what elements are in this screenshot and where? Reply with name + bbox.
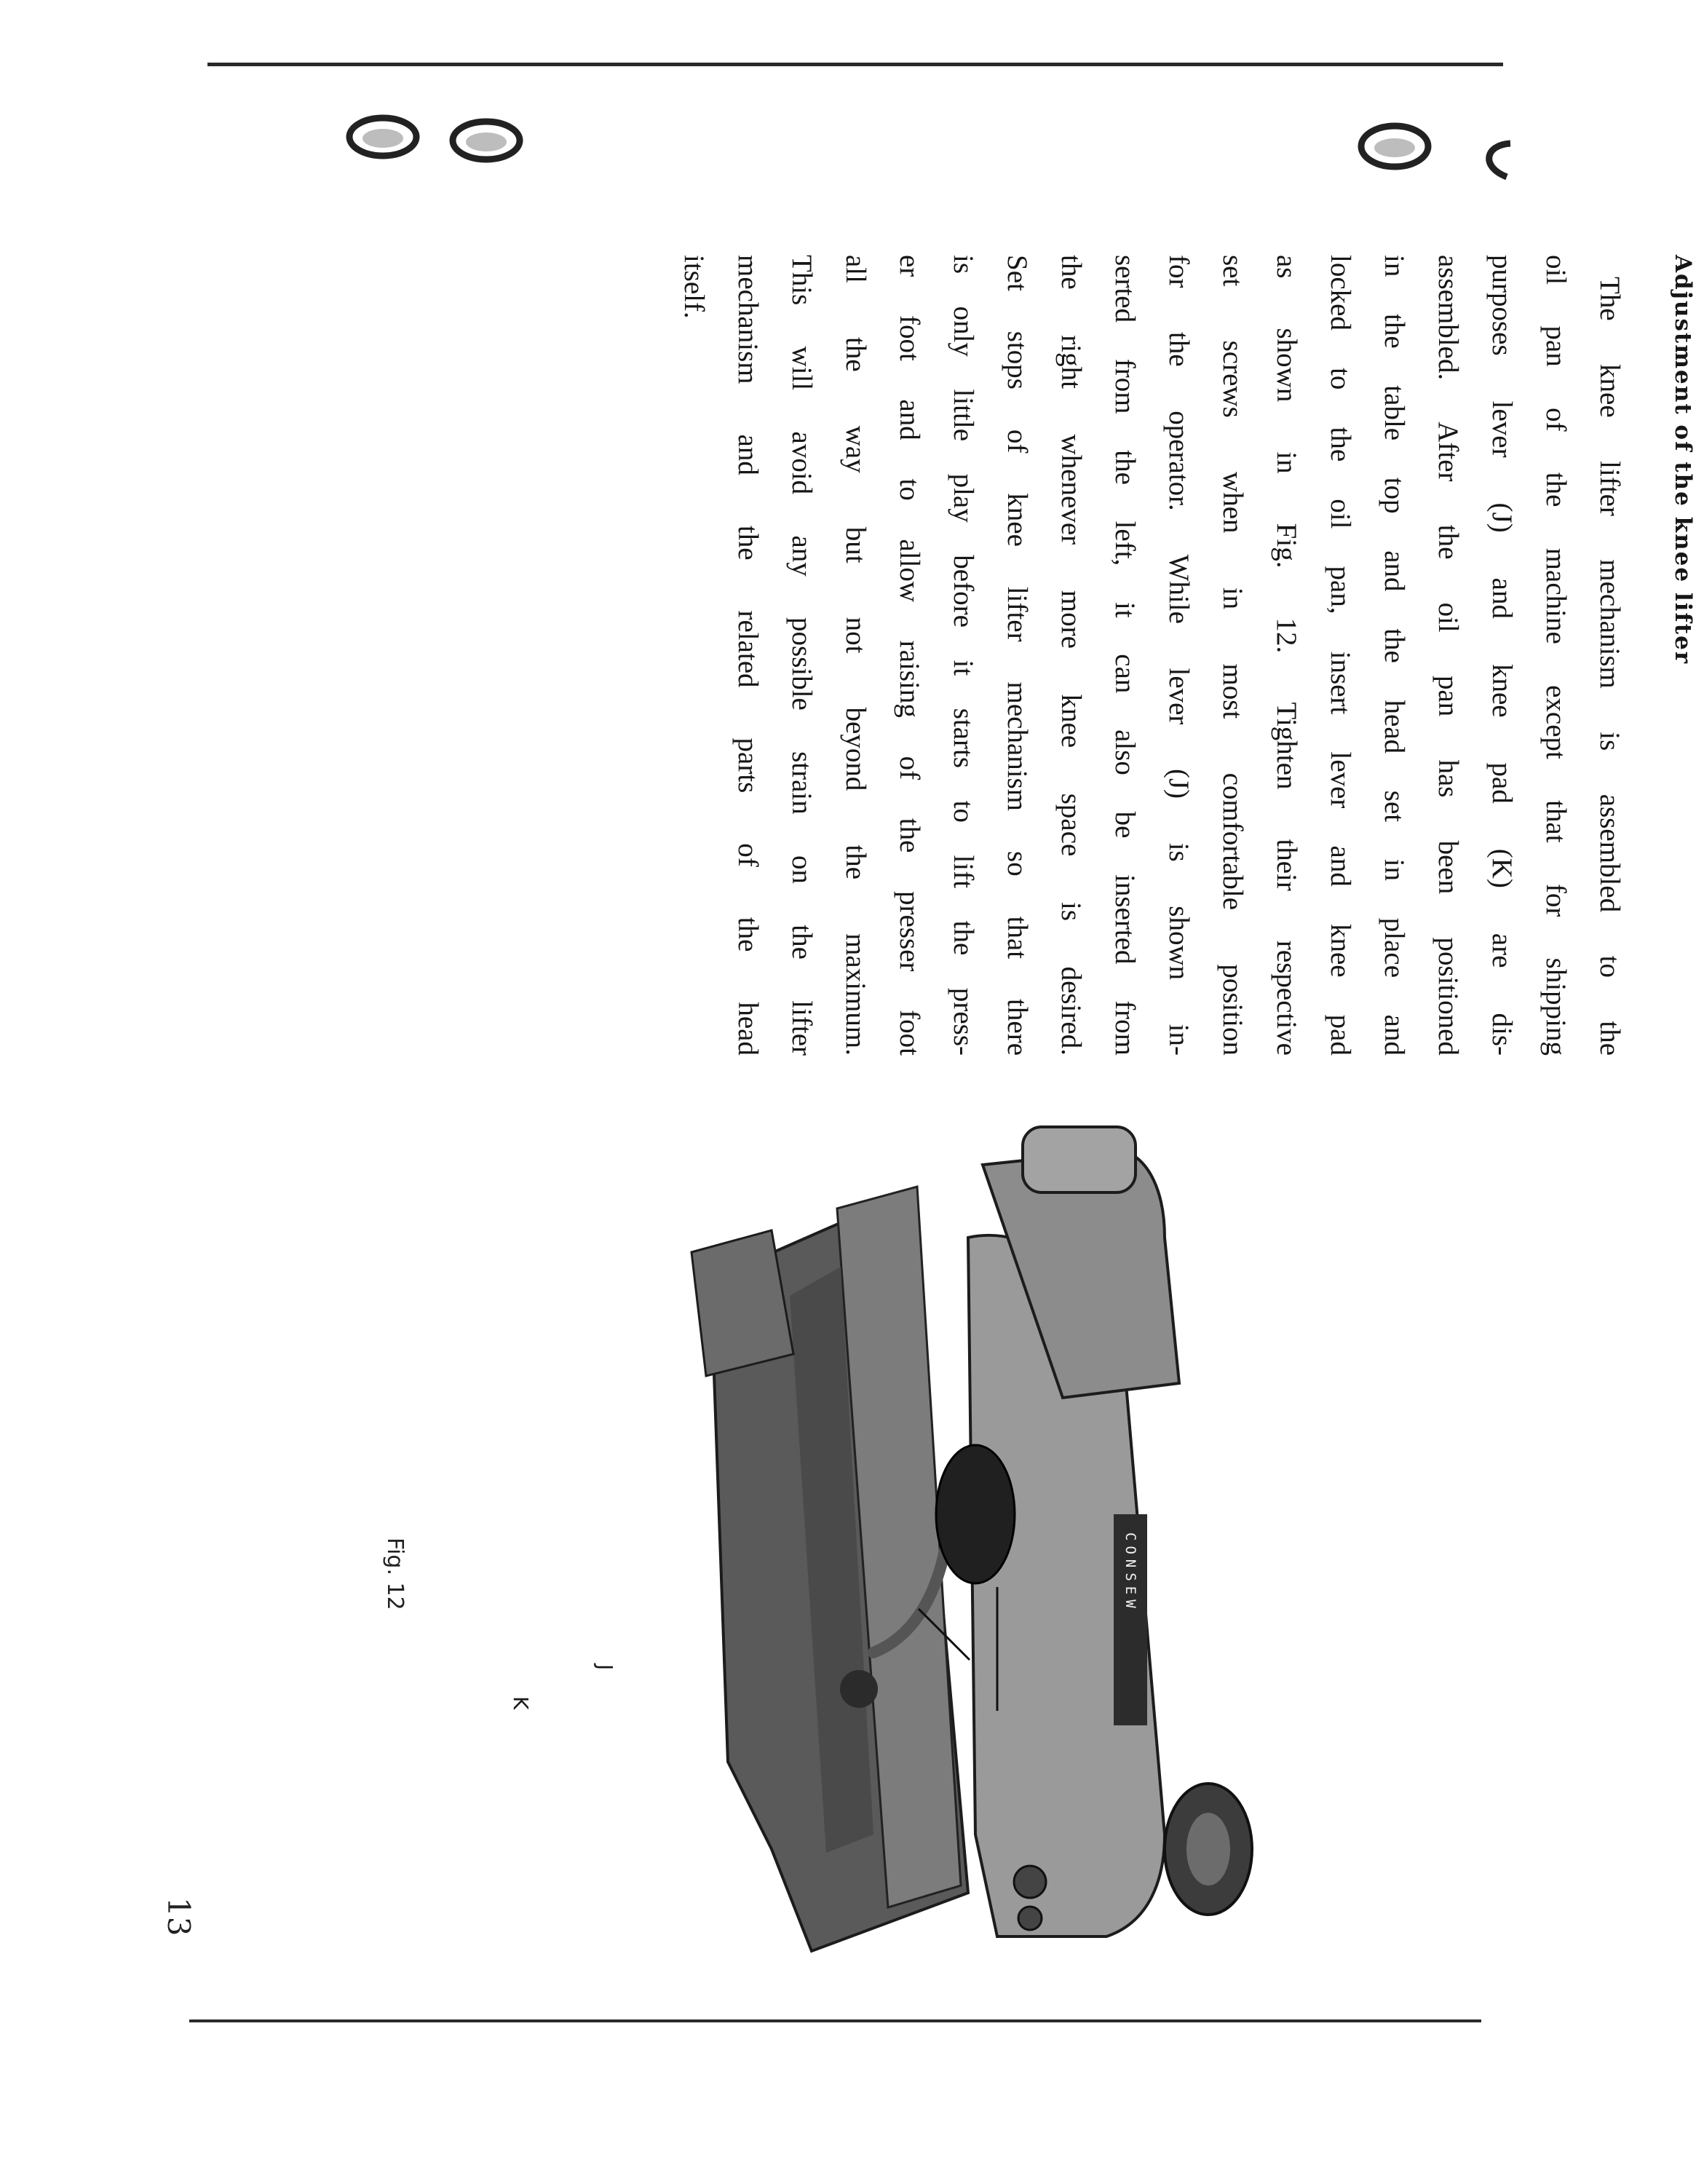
paragraph-line: itself. xyxy=(678,255,710,319)
paragraph-line: The knee lifter mechanism is assembled to the xyxy=(1594,277,1625,1056)
paragraph-line: as shown in Fig. 12. Tighten their respective xyxy=(1271,255,1302,1056)
page-number: 13 xyxy=(161,1897,197,1936)
paragraph-line: purposes lever (J) and knee pad (K) are dis- xyxy=(1486,255,1518,1056)
label-k: K xyxy=(509,1696,533,1710)
paragraph-line: locked to the oil pan, insert lever and knee pad xyxy=(1325,255,1356,1056)
brand-plate-text: CONSEW xyxy=(1122,1532,1138,1613)
binder-hole-left xyxy=(341,102,428,167)
paragraph-line: mechanism and the related parts of the head xyxy=(732,255,764,1056)
figure-caption: Fig. 12 xyxy=(382,1538,408,1610)
paragraph-line: assembled. After the oil pan has been positioned xyxy=(1433,255,1464,1056)
text-block xyxy=(619,255,1696,1056)
paragraph-line: This will avoid any possible strain on the lifter xyxy=(786,255,817,1056)
paragraph-line: serted from the left, it can also be inserted from xyxy=(1109,255,1141,1056)
figure-12-sewing-machine xyxy=(655,1136,1383,1936)
paragraph-line: Set stops of knee lifter mechanism so that there xyxy=(1002,255,1033,1056)
paragraph-line: the right whenever more knee space is desired. xyxy=(1055,255,1087,1056)
paragraph-line: er foot and to allow raising of the presser foot xyxy=(894,255,925,1056)
top-rule xyxy=(207,63,1503,66)
section-heading: Adjustment of the knee lifter xyxy=(1670,255,1696,665)
paragraph-line: in the table top and the head set in place and xyxy=(1379,255,1410,1056)
paragraph-line: oil pan of the machine except that for shipping xyxy=(1540,255,1572,1056)
paragraph-line: all the way but not beyond the maximum. xyxy=(840,255,871,1056)
paragraph-line: for the operator. While lever (J) is shown in- xyxy=(1163,255,1194,1056)
binder-hole-right xyxy=(1351,113,1438,178)
body-paragraph xyxy=(667,255,1636,1056)
paragraph-line: is only little play before it starts to lift the press- xyxy=(948,255,979,1056)
binder-hole-left-2 xyxy=(444,106,531,171)
paragraph-line: set screws when in most comfortable position xyxy=(1217,255,1248,1056)
label-j: J xyxy=(593,1664,617,1671)
binder-hole-right-edge xyxy=(1470,135,1521,186)
bottom-rule xyxy=(189,2019,1481,2022)
